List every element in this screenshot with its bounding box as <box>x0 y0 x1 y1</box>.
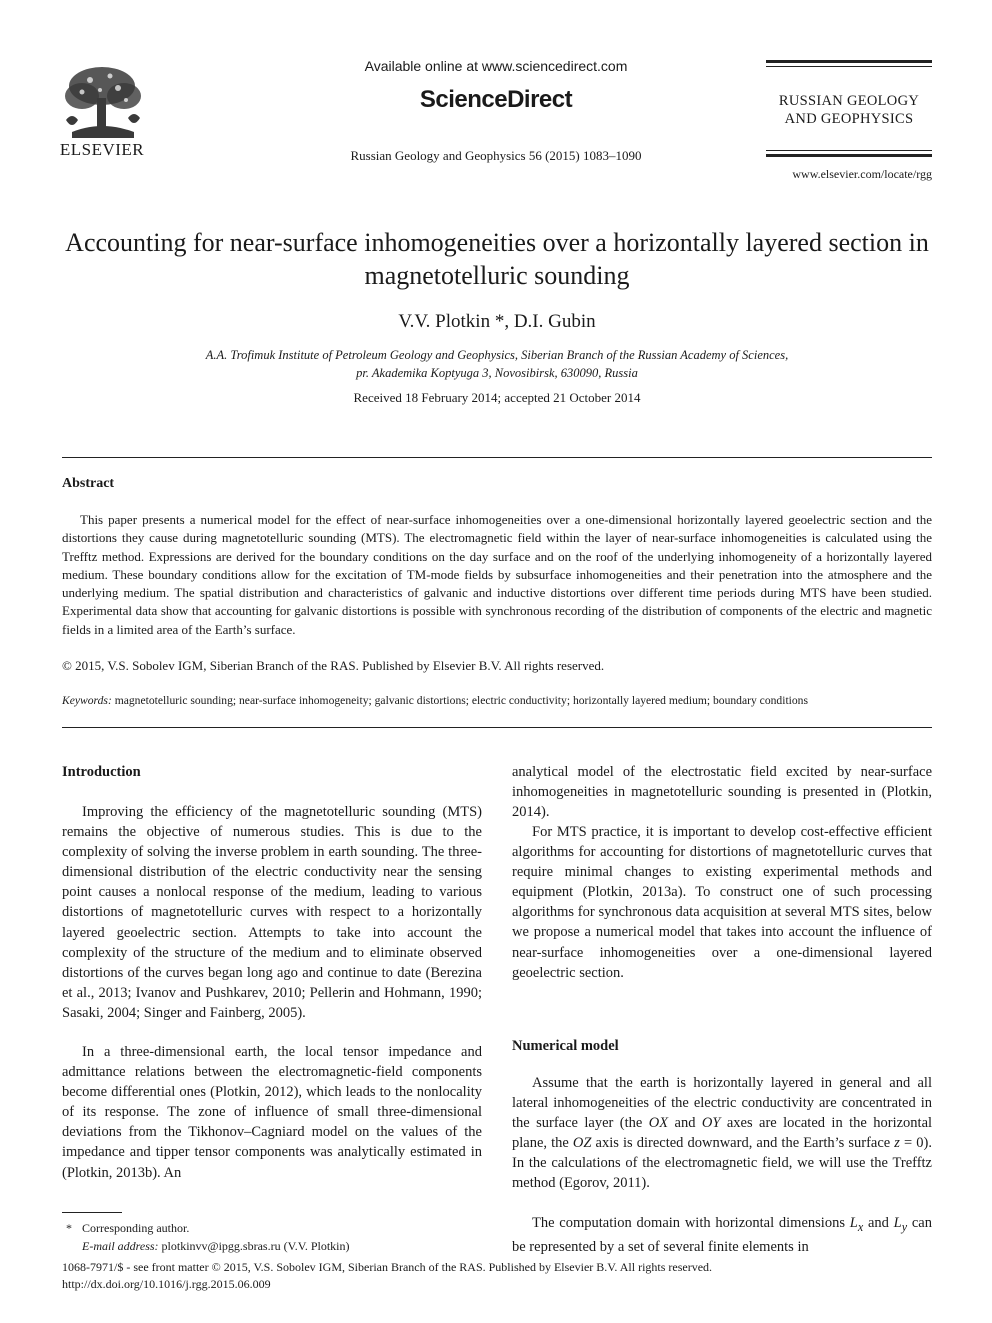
abstract-top-divider <box>62 457 932 458</box>
introduction-paragraph-1-text: Improving the efficiency of the magnetotelluric sounding (MTS) remains the objective of numerous studies. This is due to the complexity of solving the inverse problem in earth sounding. The three-dimensional distribution of the electric conductivity near the sensing point causes a nonlocal response of the medium, leading to various distortions of magnetotelluric curves with respect to a horizontally layered geoelectric section. Attempts to take into account the complexity of the structure of the medium and to eliminate observed distortions of the curves began long ago and continue to date (Berezina et al., 2013; Ivanov and Pushkarev, 2010; Pellerin and Hohmann, 1990; Sasaki, 2004; Singer and Fainberg, 2005). <box>62 804 482 1021</box>
journal-name-line2: AND GEOPHYSICS <box>784 111 914 127</box>
numerical-model-paragraph-1 <box>512 1073 932 1194</box>
numerical-model-paragraph-2-text: The computation domain with horizontal dimensions $L_x$ and $L_y$ can be represented by a set of several finite elements in <box>512 1215 932 1255</box>
introduction-paragraph-2-text: In a three-dimensional earth, the local tensor impedance and admittance relations between the electromagnetic-field components become differential ones (Plotkin, 2012), which leads to the nonlocality of its response. The zone of influence of small three-dimensional deviations from the Tikhonov–Cagniard model on the values of the impedance and tipper tensor components was analytically estimated in (Plotkin, 2013b). An <box>62 1044 482 1181</box>
available-online[interactable]: Available online at www.sciencedirect.com <box>364 58 628 74</box>
article-title: Accounting for near-surface inhomogeneities over a horizontally layered section in magnetotelluric sounding <box>65 228 929 290</box>
abstract-text: This paper presents a numerical model for the effect of near-surface inhomogeneities over a one-dimensional horizontally layered geoelectric section and the distortions they cause during magnetotelluric sounding (MTS). The electromagnetic field within the layer of near-surface inhomogeneities is calculated using the Trefftz method. Expressions are derived for the boundary conditions on the day surface and on the roof of the underlying inhomogeneity of a horizontally layered medium. These boundary conditions allow for the excitation of TM-mode fields by subsurface inhomogeneities and their penetration into the atmosphere and the underlying medium. The spatial distribution and characteristics of galvanic and inductive distortions over different time periods during MTS have been studied. Experimental data show that accounting for galvanic distortions is possible with synchronous recording of the distribution of components of the electric and magnetic fields in a limited area of the Earth’s surface. <box>62 512 932 637</box>
sciencedirect-logo[interactable]: ScienceDirect <box>419 86 573 113</box>
journal-bottom-rule-thin <box>766 150 932 151</box>
abstract-copyright: © 2015, V.S. Sobolev IGM, Siberian Branch of the RAS. Published by Elsevier B.V. All rights reserved. <box>62 658 605 673</box>
received-dates: Received 18 February 2014; accepted 21 October 2014 <box>353 390 641 405</box>
numerical-model-paragraph-1-text: Assume that the earth is horizontally layered in general and all lateral inhomogeneities of the electric conductivity are concentrated in the surface layer (the OX and OY axes are located in the horizontal plane, the OZ axis is directed downward, and the Earth’s surface z = 0). In the calculations of the electromagnetic field, we will use the Trefftz method (Egorov, 2011). <box>512 1075 933 1192</box>
body-top-divider <box>62 727 932 728</box>
abstract-heading: Abstract <box>62 476 115 491</box>
introduction-heading: Introduction <box>62 764 141 780</box>
keywords <box>62 694 932 707</box>
footnote-email <box>82 1239 350 1254</box>
footnote-rule <box>62 1212 122 1213</box>
affiliation <box>62 346 932 382</box>
introduction-paragraph-2 <box>62 1042 482 1183</box>
article-authors: V.V. Plotkin *, D.I. Gubin <box>398 311 596 332</box>
footnote-marker: * <box>66 1221 72 1235</box>
elsevier-logo <box>52 60 152 160</box>
introduction-paragraph-3 <box>512 762 932 822</box>
numerical-model-paragraph-2 <box>512 1213 932 1257</box>
affiliation-line2: pr. Akademika Koptyuga 3, Novosibirsk, 630090, Russia <box>356 366 638 380</box>
footer-doi-link[interactable]: http://dx.doi.org/10.1016/j.rgg.2015.06.009 <box>62 1277 271 1291</box>
introduction-paragraph-4 <box>512 822 932 983</box>
journal-top-rule-thin <box>766 66 932 67</box>
publisher-name: ELSEVIER <box>59 140 145 159</box>
keywords-list: magnetotelluric sounding; near-surface inhomogeneity; galvanic distortions; electric conductivity; horizontally layered medium; boundary conditions <box>114 694 808 707</box>
numerical-model-heading: Numerical model <box>512 1038 619 1054</box>
journal-top-rule <box>766 60 932 63</box>
affiliation-line1: A.A. Trofimuk Institute of Petroleum Geology and Geophysics, Siberian Branch of the Russian Academy of Sciences, <box>205 348 789 362</box>
footer-front-matter: 1068-7971/$ - see front matter © 2015, V.S. Sobolev IGM, Siberian Branch of the RAS. Published by Elsevier B.V. All rights reserved. <box>62 1260 713 1274</box>
journal-reference: Russian Geology and Geophysics 56 (2015) 1083–1090 <box>350 148 642 163</box>
journal-name <box>766 92 932 128</box>
introduction-paragraph-3-text: analytical model of the electrostatic field excited by near-surface inhomogeneities in magnetotelluric sounding is presented in (Plotkin, 2014). <box>512 764 932 821</box>
footnote-email-label: E-mail address: <box>82 1239 159 1253</box>
footnote-email-address[interactable]: plotkinvv@ipgg.sbras.ru (V.V. Plotkin) <box>161 1239 350 1253</box>
journal-url[interactable]: www.elsevier.com/locate/rgg <box>792 167 932 181</box>
journal-name-line1: RUSSIAN GEOLOGY <box>778 93 920 109</box>
journal-bottom-rule <box>766 154 932 157</box>
keywords-label: Keywords: <box>62 694 112 707</box>
introduction-paragraph-1 <box>62 802 482 1023</box>
footnote-corresponding: Corresponding author. <box>82 1221 190 1235</box>
introduction-paragraph-4-text: For MTS practice, it is important to develop cost-effective efficient algorithms for accounting for distortions of magnetotelluric curves that require minimal changes to existing experimental methods and equipment (Plotkin, 2013a). To construct one of such processing algorithms for synchronous data acquisition at several MTS sites, below we propose a numerical model that takes into account the influence of near-surface inhomogeneities over a one-dimensional layered geoelectric section. <box>512 824 932 981</box>
